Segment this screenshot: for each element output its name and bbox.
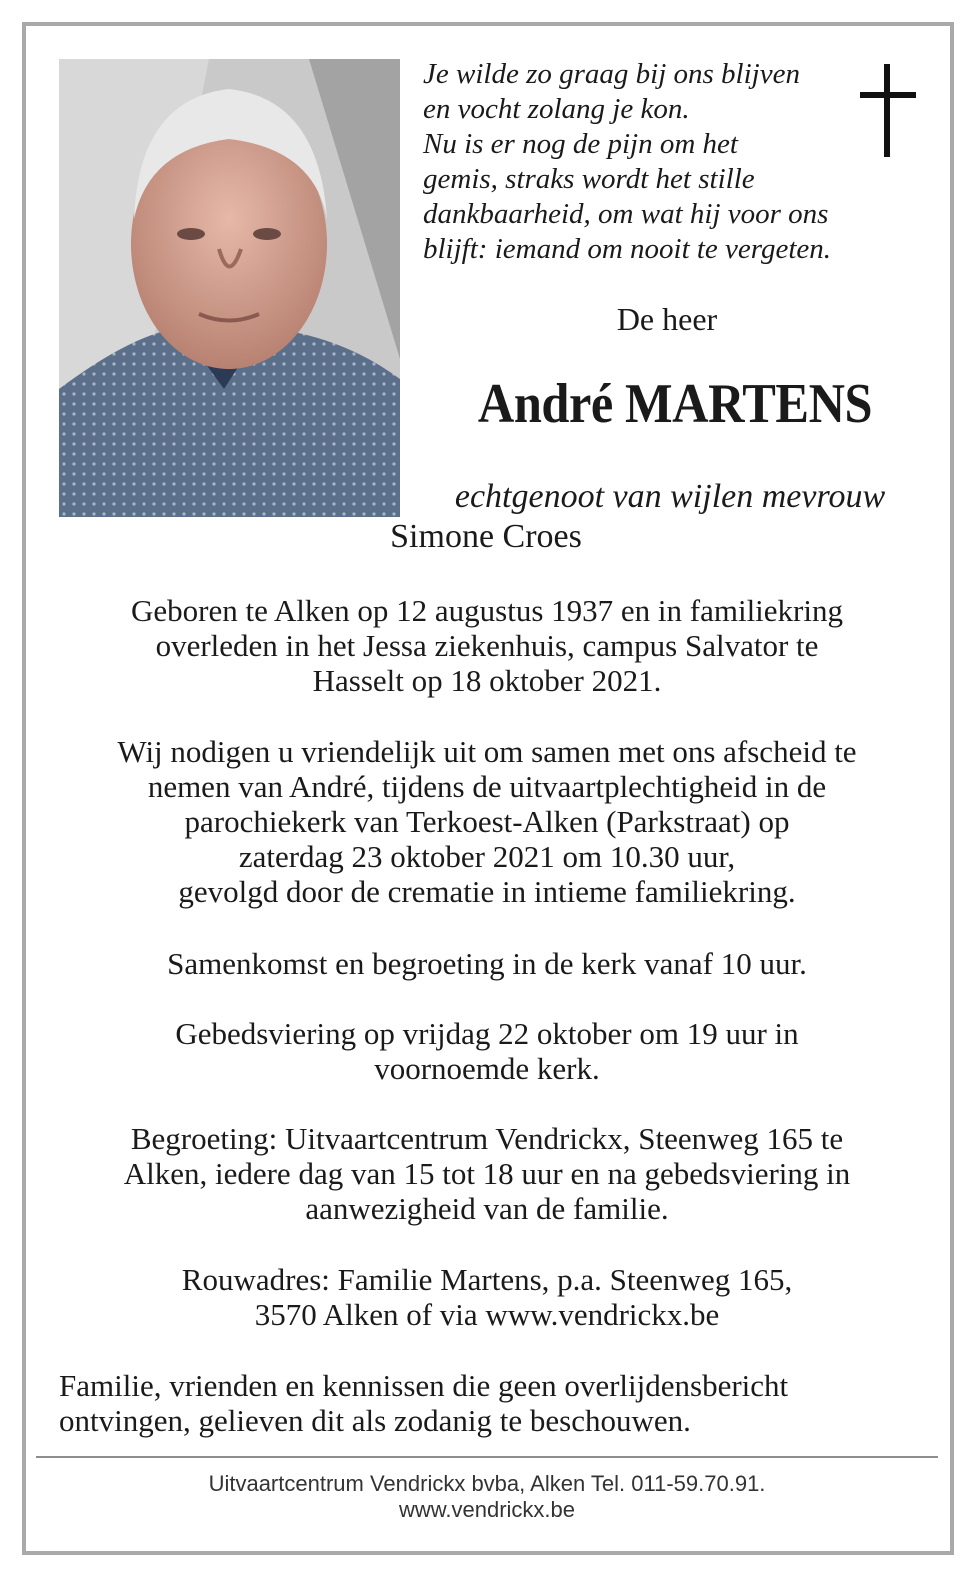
text-line: Samenkomst en begroeting in de kerk vanaf 10 uur. — [167, 946, 807, 981]
footer-website: www.vendrickx.be — [398, 1497, 576, 1522]
text-line: gevolgd door de crematie in intieme familiekring. — [178, 874, 796, 909]
portrait-photo — [59, 59, 400, 517]
poem — [423, 57, 863, 267]
text-line: Geboren te Alken op 12 augustus 1937 en in familiekring — [130, 593, 843, 628]
text-line: voornoemde kerk. — [374, 1051, 600, 1086]
text-line: aanwezigheid van de familie. — [305, 1191, 669, 1226]
deceased-name: André MARTENS — [477, 373, 873, 435]
latin-cross-icon — [860, 64, 916, 160]
text-line: Gebedsviering op vrijdag 22 oktober om 19 uur in — [175, 1016, 799, 1051]
poem-line: Nu is er nog de pijn om het — [423, 128, 738, 160]
text-line: zaterdag 23 oktober 2021 om 10.30 uur, — [238, 839, 736, 874]
text-line: nemen van André, tijdens de uitvaartplechtigheid in de — [147, 769, 827, 804]
text-line: Wij nodigen u vriendelijk uit om samen met ons afscheid te — [117, 734, 857, 769]
poem-line: gemis, straks wordt het stille — [423, 163, 755, 195]
footer-divider — [36, 1456, 938, 1458]
text-line: ontvingen, gelieven dit als zodanig te beschouwen. — [59, 1403, 691, 1438]
closing-paragraph — [59, 1368, 929, 1438]
spouse-name: Simone Croes — [390, 518, 582, 555]
address-paragraph — [50, 1262, 924, 1332]
poem-line: blijft: iemand om nooit te vergeten. — [423, 233, 832, 265]
poem-line: Je wilde zo graag bij ons blijven — [423, 58, 800, 90]
text-line: Familie, vrienden en kennissen die geen overlijdensbericht — [59, 1368, 789, 1403]
text-line: 3570 Alken of via www.vendrickx.be — [254, 1297, 720, 1332]
relation-line: echtgenoot van wijlen mevrouw — [454, 478, 886, 515]
salutation: De heer — [616, 301, 718, 337]
invitation-paragraph — [50, 734, 924, 909]
poem-line: en vocht zolang je kon. — [423, 93, 690, 125]
prayer-paragraph — [50, 1016, 924, 1086]
gathering-paragraph — [50, 946, 924, 981]
text-line: Rouwadres: Familie Martens, p.a. Steenweg 165, — [181, 1262, 793, 1297]
footer-company: Uitvaartcentrum Vendrickx bvba, Alken Tel. 011-59.70.91. — [208, 1471, 766, 1496]
text-line: parochiekerk van Terkoest-Alken (Parkstraat) op — [184, 804, 790, 839]
visitation-paragraph — [50, 1121, 924, 1226]
text-line: Hasselt op 18 oktober 2021. — [312, 663, 662, 698]
text-line: Alken, iedere dag van 15 tot 18 uur en na gebedsviering in — [123, 1156, 851, 1191]
poem-line: dankbaarheid, om wat hij voor ons — [423, 198, 829, 230]
birth-paragraph — [50, 593, 924, 698]
text-line: overleden in het Jessa ziekenhuis, campus Salvator te — [155, 628, 819, 663]
footer — [36, 1471, 938, 1523]
text-line: Begroeting: Uitvaartcentrum Vendrickx, Steenweg 165 te — [130, 1121, 844, 1156]
